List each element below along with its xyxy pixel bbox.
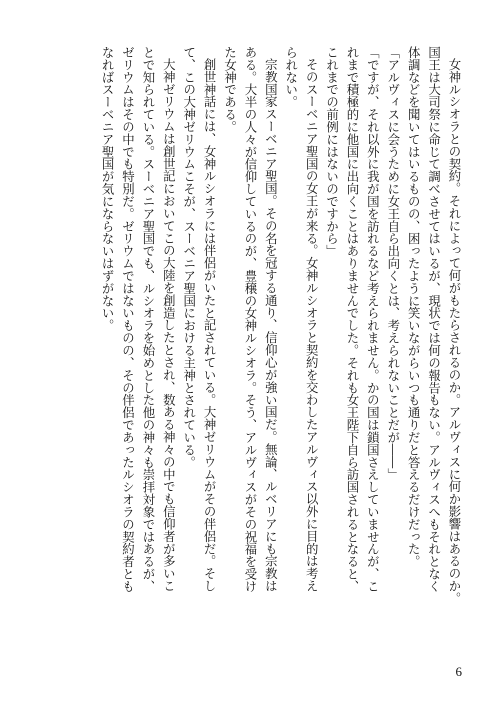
text-line: られない。 — [283, 46, 299, 109]
text-line: なればスーベニア聖国が気にならないはずがない。 — [100, 46, 116, 332]
text-line: とで知られている。スーベニア聖国でも、ルシオラを始めとした他の神々も崇拝対象ではあるが、 — [140, 46, 156, 593]
text-line: 大神ゼリウムは創世記においてこの大陸を創造したとされ、数ある神々の中でも信仰者が多いこ — [161, 58, 177, 593]
text-line: 創世神話には、女神ルシオラには伴侶がいたと記されている。大神ゼリウムがその伴侶だ。そし — [202, 58, 218, 593]
text-line: た女神である。 — [222, 46, 238, 133]
page-number: 6 — [455, 664, 462, 679]
text-line: 国王は大司祭に命じて調べさせてはいるが、現状では何の報告もない。アルヴィスへもそれとなく — [426, 46, 442, 593]
text-line: ある。大半の人々が信仰しているのが、豊穣の女神ルシオラ。そう、アルヴィスがその祝福を受け — [242, 46, 258, 593]
text-line: 体調などを聞いてはいるものの、困ったように笑いながらいつも通りだと答えるだけだった。 — [406, 46, 422, 568]
text-line: 宗教国家スーベニア聖国。その名を冠する通り、信仰心が強い国だ。無論、ルベリアにも宗教は — [263, 58, 279, 593]
text-line: ゼリウムはその中でも特別だ。ゼリウムではないものの、その伴侶であったルシオラの契約者とも — [120, 46, 136, 593]
text-line: そのスーベニア聖国の女王が来る。女神ルシオラと契約を交わしたアルヴィス以外に目的は考え — [304, 58, 320, 593]
vertical-text-body — [34, 46, 464, 646]
text-line: れまで積極的に他国に出向くことはありませんでした。それも女王陛下自ら訪国されるとなると、 — [344, 46, 360, 593]
text-line: 「アルヴィスに会うために女王自ら出向くとは、考えられないことだが――」 — [385, 46, 401, 481]
text-line: 女神ルシオラとの契約。それによって何がもたらされるのか。アルヴィスに何か影響はあるのか。 — [447, 58, 462, 605]
text-line: て、この大神ゼリウムこそが、スーベニア聖国における主神とされている。 — [181, 46, 197, 469]
text-line: これまでの前例にはないのですから」 — [324, 46, 340, 258]
text-line: 「ですが、それ以外に我が国を訪れるなど考えられません。かの国は鎖国さえしていませんが、こ — [365, 46, 381, 593]
